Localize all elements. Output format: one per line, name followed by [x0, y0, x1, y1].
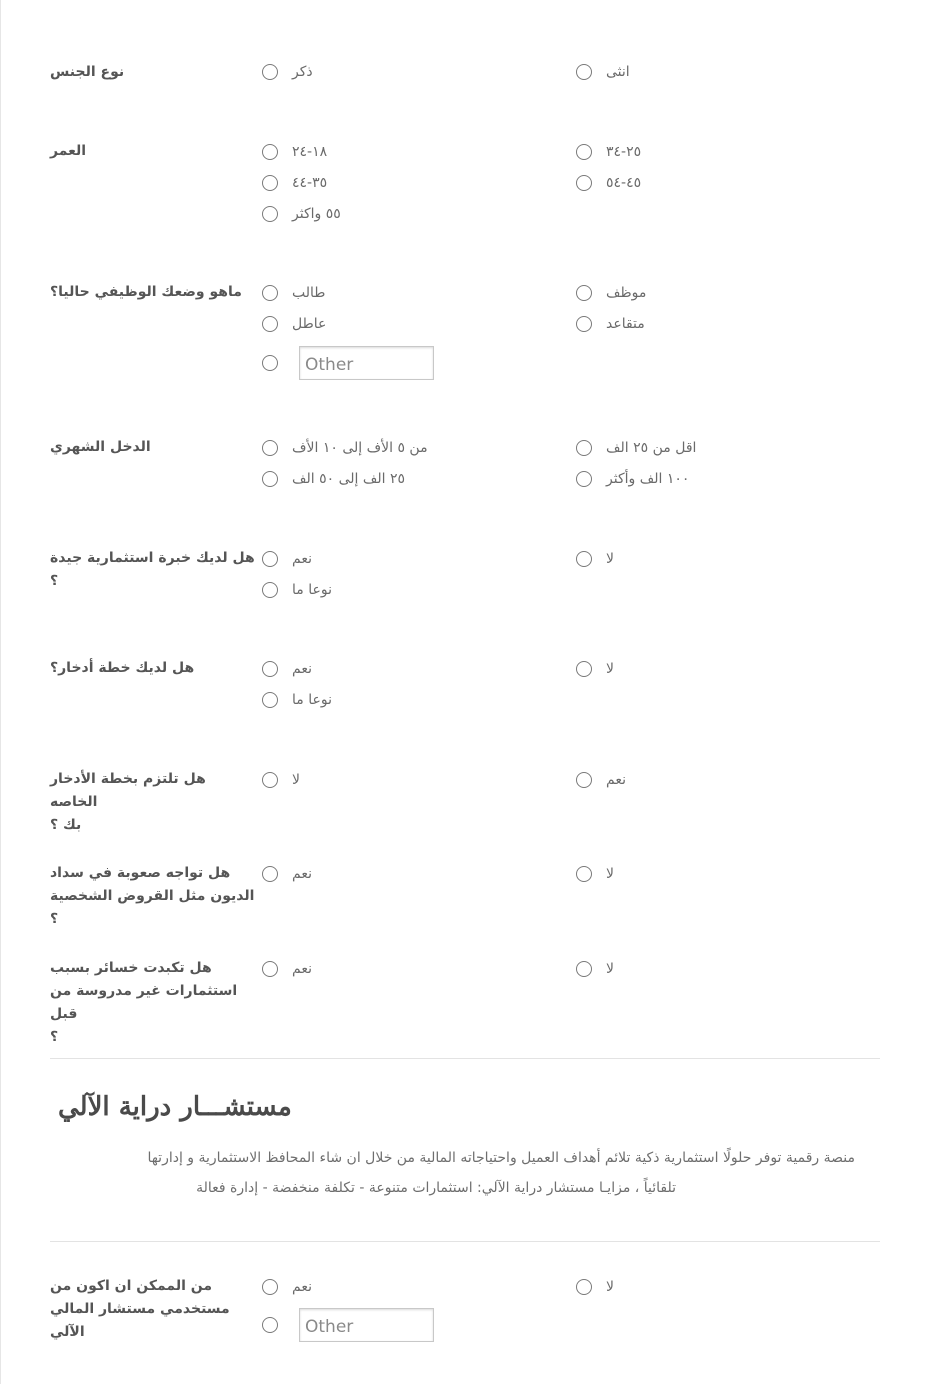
question-robo-user-label: من الممكن ان اكون من مستخدمي مستشار المالي الآلي — [50, 1278, 230, 1340]
experience-option-no[interactable]: لا — [576, 548, 614, 570]
radio-icon[interactable] — [576, 772, 592, 788]
radio-icon[interactable] — [262, 661, 278, 677]
robo-user-option-yes[interactable]: نعم — [262, 1276, 312, 1298]
radio-icon[interactable] — [576, 440, 592, 456]
age-option-45-54[interactable]: ٤٥-٥٤ — [576, 172, 641, 194]
radio-icon[interactable] — [576, 866, 592, 882]
losses-option-yes[interactable]: نعم — [262, 958, 312, 980]
radio-icon[interactable] — [262, 866, 278, 882]
age-option-18-24[interactable]: ١٨-٢٤ — [262, 141, 327, 163]
question-debt-label: هل تواجه صعوبة في سداد الديون مثل القروض الشخصية ؟ — [50, 865, 255, 927]
age-option-55-plus[interactable]: ٥٥ واكثر — [262, 203, 341, 225]
radio-icon[interactable] — [262, 961, 278, 977]
robo-user-option-no[interactable]: لا — [576, 1276, 614, 1298]
radio-icon[interactable] — [576, 316, 592, 332]
section-title: مستشـــار دراية الآلي — [58, 1092, 292, 1122]
radio-icon[interactable] — [262, 285, 278, 301]
radio-icon[interactable] — [262, 440, 278, 456]
radio-icon[interactable] — [576, 285, 592, 301]
radio-icon[interactable] — [262, 206, 278, 222]
income-option-5k-10k[interactable]: من ٥ الأف إلى ١٠ الأف — [262, 437, 428, 459]
job-option-other[interactable] — [262, 346, 434, 380]
losses-option-no[interactable]: لا — [576, 958, 614, 980]
job-option-retired[interactable]: متقاعد — [576, 313, 645, 335]
commit-plan-option-yes[interactable]: نعم — [576, 769, 626, 791]
age-option-25-34[interactable]: ٢٥-٣٤ — [576, 141, 641, 163]
question-losses-label: هل تكبدت خسائر بسبب استثمارات غير مدروسة من قبل ؟ — [50, 960, 238, 1045]
income-option-25k-50k[interactable]: ٢٥ الف إلى ٥٠ الف — [262, 468, 405, 490]
question-income-label: الدخل الشهري — [50, 439, 151, 455]
question-job-label: ماهو وضعك الوظيفي حاليا؟ — [50, 284, 242, 300]
gender-option-male[interactable]: ذكر — [262, 61, 313, 83]
radio-icon[interactable] — [576, 1279, 592, 1295]
section-divider-top — [50, 1058, 880, 1059]
debt-option-yes[interactable]: نعم — [262, 863, 312, 885]
question-commit-plan-label: هل تلتزم بخطة الأدخار الخاصه بك ؟ — [50, 771, 206, 833]
job-option-employee[interactable]: موظف — [576, 282, 646, 304]
savings-plan-option-no[interactable]: لا — [576, 658, 614, 680]
radio-icon[interactable] — [262, 471, 278, 487]
radio-icon[interactable] — [262, 316, 278, 332]
section-description-line1: منصة رقمية توفر حلولًا استثمارية ذكية تلائم أهداف العميل واحتياجاته المالية من خلال ان شاء المحافظ الاستثمارية و إدارتها — [147, 1150, 855, 1166]
radio-icon[interactable] — [576, 961, 592, 977]
radio-icon[interactable] — [262, 175, 278, 191]
robo-user-other-input[interactable] — [299, 1308, 434, 1342]
radio-icon[interactable] — [262, 64, 278, 80]
radio-icon[interactable] — [262, 144, 278, 160]
radio-icon[interactable] — [576, 661, 592, 677]
savings-plan-option-somewhat[interactable]: نوعا ما — [262, 689, 332, 711]
section-divider-bottom — [50, 1241, 880, 1242]
radio-icon[interactable] — [262, 355, 278, 371]
experience-option-somewhat[interactable]: نوعا ما — [262, 579, 332, 601]
radio-icon[interactable] — [262, 551, 278, 567]
job-option-unemployed[interactable]: عاطل — [262, 313, 326, 335]
question-experience-label: هل لديك خبرة استثمارية جيدة ؟ — [50, 550, 255, 589]
radio-icon[interactable] — [262, 582, 278, 598]
radio-icon[interactable] — [262, 1279, 278, 1295]
job-other-input[interactable] — [299, 346, 434, 380]
radio-icon[interactable] — [576, 64, 592, 80]
radio-icon[interactable] — [262, 692, 278, 708]
robo-user-option-other[interactable] — [262, 1308, 434, 1342]
debt-option-no[interactable]: لا — [576, 863, 614, 885]
commit-plan-option-no[interactable]: لا — [262, 769, 300, 791]
radio-icon[interactable] — [576, 175, 592, 191]
job-option-student[interactable]: طالب — [262, 282, 325, 304]
question-age-label: العمر — [50, 143, 87, 159]
left-edge-line — [0, 0, 1, 1384]
gender-option-female[interactable]: انثى — [576, 61, 630, 83]
radio-icon[interactable] — [576, 551, 592, 567]
radio-icon[interactable] — [262, 772, 278, 788]
savings-plan-option-yes[interactable]: نعم — [262, 658, 312, 680]
income-option-less-25k[interactable]: اقل من ٢٥ الف — [576, 437, 696, 459]
experience-option-yes[interactable]: نعم — [262, 548, 312, 570]
question-savings-plan-label: هل لديك خطة أدخار؟ — [50, 660, 195, 676]
income-option-100k-plus[interactable]: ١٠٠ الف وأكثر — [576, 468, 689, 490]
radio-icon[interactable] — [262, 1317, 278, 1333]
age-option-35-44[interactable]: ٣٥-٤٤ — [262, 172, 327, 194]
question-gender-label: نوع الجنس — [50, 64, 125, 80]
radio-icon[interactable] — [576, 144, 592, 160]
radio-icon[interactable] — [576, 471, 592, 487]
section-description-line2: تلقائياً ، مزايـا مستشار دراية الآلي: استثمارات متنوعة - تكلفة منخفضة - إدارة فعالة — [196, 1180, 676, 1196]
